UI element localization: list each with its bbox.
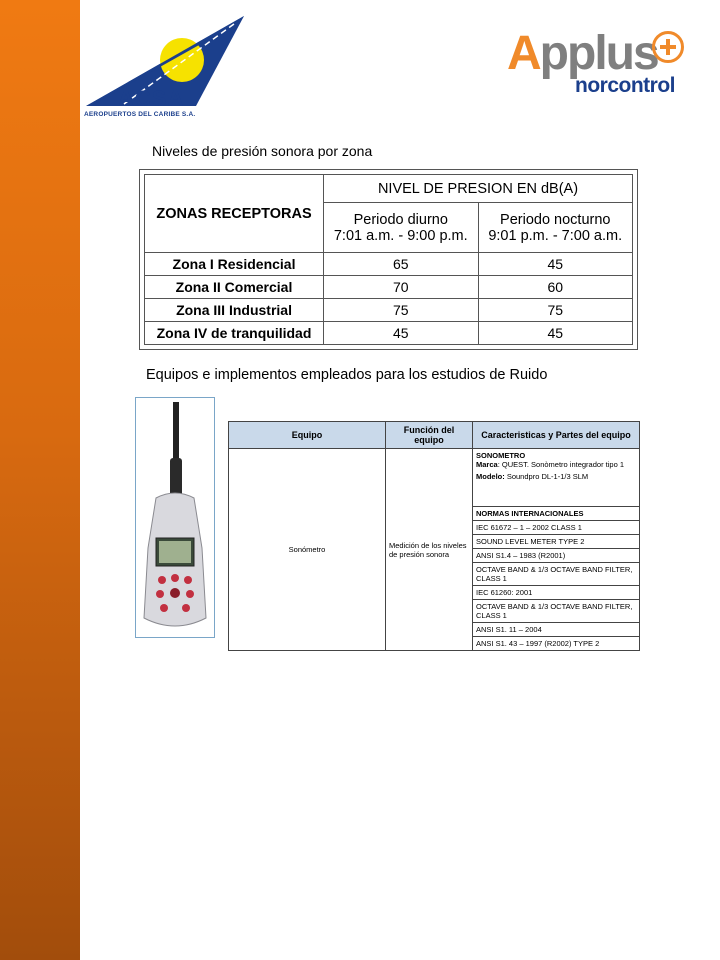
applus-word-rest: pplus [539, 27, 658, 80]
nocturno-value: 75 [478, 299, 633, 322]
zona-name: Zona III Industrial [145, 299, 324, 322]
table-row [145, 276, 633, 299]
periodo-nocturno-header [478, 203, 633, 253]
table-row [145, 253, 633, 276]
plus-circle-icon [652, 31, 684, 63]
table-row [145, 322, 633, 345]
orange-sidebar [0, 0, 80, 960]
norma-item: ANSI S1.4 – 1983 (R2001) [473, 549, 639, 563]
col-equipo-header: Equipo [229, 422, 386, 449]
table-row [229, 449, 640, 651]
table-row [145, 299, 633, 322]
caracteristicas-cell [473, 449, 640, 651]
acsa-name: ACSA [118, 86, 185, 111]
norma-item: OCTAVE BAND & 1/3 OCTAVE BAND FILTER, CLASS 1 [473, 600, 639, 623]
acsa-logo [84, 14, 249, 122]
norma-item: IEC 61672 – 1 – 2002 CLASS 1 [473, 521, 639, 535]
marca-line: Marca: QUEST. Sonòmetro integrador tipo 1 [476, 460, 625, 469]
noise-levels-table-frame [139, 169, 638, 350]
zona-name: Zona II Comercial [145, 276, 324, 299]
acsa-subtitle: AEROPUERTOS DEL CARIBE S.A. [84, 111, 196, 118]
normas-title: NORMAS INTERNACIONALES [473, 507, 639, 521]
col-caracteristicas-header: Caracteristicas y Partes del equipo [473, 422, 640, 449]
diurno-value: 45 [324, 322, 478, 345]
diurno-value: 70 [324, 276, 478, 299]
equipment-table [228, 421, 640, 651]
zonas-receptoras-header: ZONAS RECEPTORAS [145, 175, 324, 253]
norma-item: ANSI S1. 43 – 1997 (R2002) TYPE 2 [476, 639, 600, 648]
nocturno-value: 45 [478, 253, 633, 276]
norma-item: ANSI S1. 11 – 2004 [473, 623, 639, 637]
nivel-presion-header: NIVEL DE PRESION EN dB(A) [324, 175, 633, 203]
equipo-cell: Sonómetro [229, 449, 386, 651]
col-funcion-header: Función del equipo [386, 422, 473, 449]
applus-wordmark [507, 28, 658, 80]
nocturno-hours: 9:01 p.m. - 7:00 a.m. [488, 227, 623, 244]
sonometro-title: SONOMETRO [476, 451, 526, 460]
diurno-hours: 7:01 a.m. - 9:00 p.m. [333, 227, 468, 244]
noise-levels-heading: Niveles de presión sonora por zona [152, 143, 373, 159]
funcion-cell: Medición de los niveles de presión sonora [386, 449, 473, 651]
modelo-line: Modelo: Soundpro DL-1-1/3 SLM [476, 472, 589, 481]
norma-item: OCTAVE BAND & 1/3 OCTAVE BAND FILTER, CLASS 1 [473, 563, 639, 586]
noise-levels-table [144, 174, 633, 345]
norma-item: SOUND LEVEL METER TYPE 2 [473, 535, 639, 549]
sound-level-meter-image [135, 397, 215, 638]
applus-letter-a: A [507, 27, 540, 80]
nocturno-value: 60 [478, 276, 633, 299]
diurno-value: 65 [324, 253, 478, 276]
diurno-value: 75 [324, 299, 478, 322]
norma-item: IEC 61260: 2001 [473, 586, 639, 600]
sound-level-meter-graphic [136, 398, 214, 637]
applus-logo [505, 28, 690, 103]
periodo-diurno-header [324, 203, 478, 253]
equipment-heading: Equipos e implementos empleados para los estudios de Ruido [146, 367, 548, 383]
nocturno-label: Periodo nocturno [500, 211, 611, 228]
diurno-label: Periodo diurno [353, 211, 448, 228]
zona-name: Zona I Residencial [145, 253, 324, 276]
applus-subtitle: norcontrol [575, 74, 675, 97]
sonometro-block [473, 449, 639, 507]
zona-name: Zona IV de tranquilidad [145, 322, 324, 345]
nocturno-value: 45 [478, 322, 633, 345]
